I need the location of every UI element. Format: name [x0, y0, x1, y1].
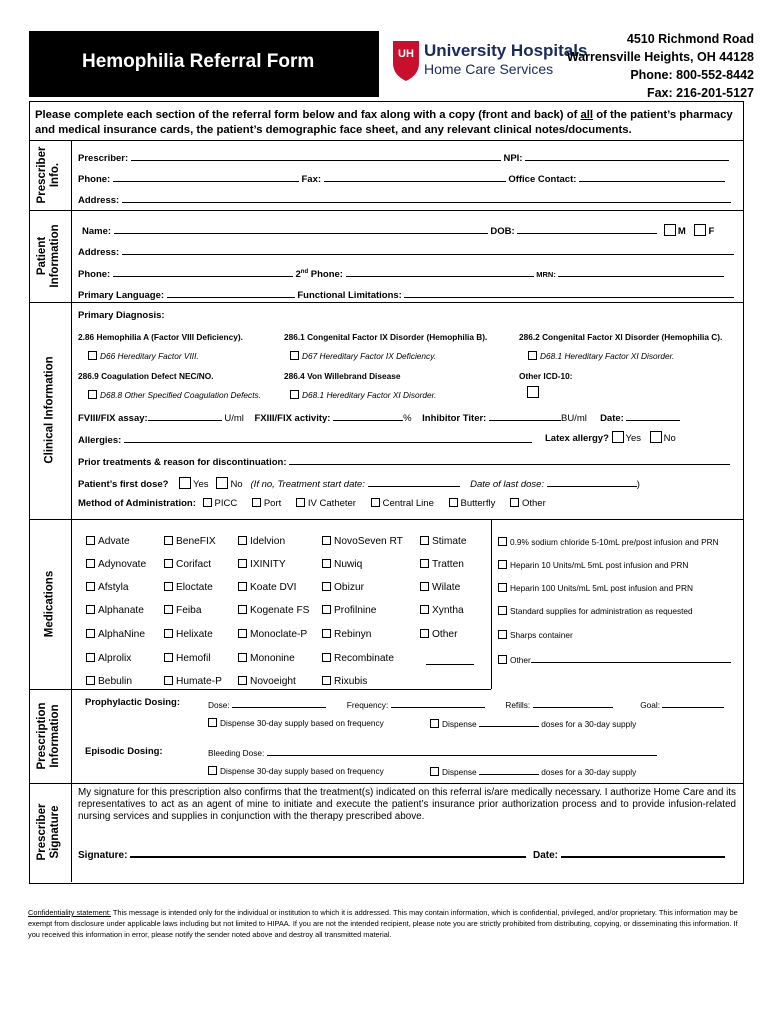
bleeding-dose-field[interactable]: [267, 746, 657, 756]
form-box: [29, 101, 744, 884]
prescriber-address-field[interactable]: [122, 191, 731, 203]
medication-other: Other: [420, 629, 457, 640]
code-d67: D67 Hereditary Factor IX Deficiency.: [290, 351, 436, 361]
uh-logo-icon: [391, 39, 421, 88]
patient-address-row: Address:: [78, 243, 734, 258]
signature-row: Signature:: [78, 845, 526, 861]
medication-idelvion-checkbox[interactable]: [238, 536, 247, 545]
supply-checkbox[interactable]: [498, 560, 507, 569]
dx-hemophilia-a: 2.86 Hemophilia A (Factor VIII Deficiency).: [78, 332, 243, 342]
medication-rixubis-checkbox[interactable]: [322, 676, 331, 685]
epi-dispense-checkbox[interactable]: [430, 767, 439, 776]
first-dose-no-checkbox[interactable]: [216, 477, 228, 489]
supply-item: Heparin 10 Units/mL 5mL post infusion and PRN: [498, 560, 688, 570]
prescription-top-line: [71, 689, 491, 690]
latex-yes-checkbox[interactable]: [612, 431, 624, 443]
fax-line: Fax: 216-201-5127: [646, 86, 754, 100]
picc-checkbox[interactable]: [203, 498, 212, 507]
prescription-info-label: Prescription Information: [36, 702, 61, 770]
office-contact-field[interactable]: [579, 170, 725, 182]
supply-checkbox[interactable]: [498, 630, 507, 639]
latex-row: Latex allergy? Yes No: [545, 433, 676, 444]
supply-item: 0.9% sodium chloride 5-10mL pre/post infusion and PRN: [498, 537, 719, 547]
medication-novoeight-checkbox[interactable]: [238, 676, 247, 685]
dose-row: Dose: Frequency: Refills: Goal:: [208, 698, 724, 710]
code-d66: D66 Hereditary Factor VIII.: [88, 351, 199, 361]
central-line-checkbox[interactable]: [371, 498, 380, 507]
medication-ixinity-checkbox[interactable]: [238, 559, 247, 568]
patient-name-row: Name: DOB: M F: [82, 222, 714, 237]
frequency-field[interactable]: [391, 698, 485, 708]
proph-dispense-freq: Dispense 30-day supply based on frequency: [208, 718, 384, 728]
assay-row: FVIII/FIX assay: U/ml FXIII/FIX activity: % Inhibitor Titer: BU/ml Date:: [78, 409, 680, 424]
iv-catheter-checkbox[interactable]: [296, 498, 305, 507]
female-checkbox[interactable]: [694, 224, 706, 236]
medication-rebinyn-checkbox[interactable]: [322, 629, 331, 638]
medication-obizur: Obizur: [322, 582, 364, 593]
signature-statement: My signature for this prescription also confirms that the treatment(s) indicated on this referral is/are medically necessary. I authorize Home Care and its representatives to act as an agent of mine to initiate and execute the patient’s insurance prior authorization process and to provide infusion-related nursing services and supplies in conjunction with the therapy prescribed above.: [78, 787, 736, 822]
last-dose-field[interactable]: [547, 475, 637, 487]
medication-bebulin-checkbox[interactable]: [86, 676, 95, 685]
d67-checkbox[interactable]: [290, 351, 299, 360]
address-block: [567, 30, 754, 102]
method-row: Method of Administration: PICC Port IV Catheter Central Line Butterfly Other: [78, 498, 546, 509]
dose-field[interactable]: [232, 698, 326, 708]
medication-nuwiq: Nuwiq: [322, 559, 362, 570]
other-method-checkbox[interactable]: [510, 498, 519, 507]
medications-label: Medications: [43, 570, 56, 638]
other-supply-field[interactable]: [531, 654, 731, 663]
prescriber-info-label: Prescriber Info.: [36, 146, 61, 204]
medication-novoseven-rt: NovoSeven RT: [322, 536, 403, 547]
medication-rixubis: Rixubis: [322, 676, 367, 687]
episodic-label: Episodic Dosing:: [85, 746, 163, 757]
medication-humate-p: Humate-P: [164, 676, 222, 687]
proph-dispense-checkbox[interactable]: [430, 719, 439, 728]
limitations-field[interactable]: [404, 286, 734, 298]
medication-tratten-checkbox[interactable]: [420, 559, 429, 568]
prior-treatments-row: Prior treatments & reason for discontinuation:: [78, 453, 730, 468]
assay-date-field[interactable]: [626, 409, 680, 421]
medication-wilate-checkbox[interactable]: [420, 582, 429, 591]
medication-stimate-checkbox[interactable]: [420, 536, 429, 545]
medication-feiba-checkbox[interactable]: [164, 605, 173, 614]
supply-checkbox[interactable]: [498, 606, 507, 615]
medication-obizur-checkbox[interactable]: [322, 582, 331, 591]
d688-checkbox[interactable]: [88, 390, 97, 399]
other-medication-line[interactable]: [426, 664, 474, 665]
code-d681-b: D68.1 Hereditary Factor XI Disorder.: [290, 390, 436, 400]
fviii-field[interactable]: [148, 409, 222, 421]
medication-recombinate: Recombinate: [322, 653, 394, 664]
patient-info-label: Patient Information: [36, 224, 61, 288]
prescriber-phone-field[interactable]: [113, 170, 299, 182]
medication-koate-dvi-checkbox[interactable]: [238, 582, 247, 591]
logo-mark: UH: [398, 48, 414, 60]
butterfly-checkbox[interactable]: [449, 498, 458, 507]
medication-feiba: Feiba: [164, 605, 201, 616]
code-d688: D68.8 Other Specified Coagulation Defects.: [88, 390, 261, 400]
medication-idelvion: Idelvion: [238, 536, 285, 547]
supply-item: Standard supplies for administration as requested: [498, 606, 693, 616]
medication-helixate: Helixate: [164, 629, 213, 640]
clinical-info-label: Clinical Information: [43, 356, 56, 464]
instructions: Please complete each section of the referral form below and fax along with a copy (front and back) of all of the patient’s pharmacy and medical insurance cards, the patient’s demographic face sheet, and any relevant clinical notes/documents.: [35, 109, 733, 136]
medication-mononine-checkbox[interactable]: [238, 653, 247, 662]
prophylactic-label: Prophylactic Dosing:: [85, 697, 181, 708]
medication-humate-p-checkbox[interactable]: [164, 676, 173, 685]
code-d681: D68.1 Hereditary Factor XI Disorder.: [528, 351, 674, 361]
medication-alphanate: Alphanate: [86, 605, 144, 616]
medication-novoeight: Novoeight: [238, 676, 296, 687]
dob-field[interactable]: [517, 222, 657, 234]
dx-hemophilia-b: 286.1 Congenital Factor IX Disorder (Hemophilia B).: [284, 332, 488, 342]
address-line2: Warrensville Heights, OH 44128: [566, 50, 754, 64]
medication-eloctate-checkbox[interactable]: [164, 582, 173, 591]
medication-rebinyn: Rebinyn: [322, 629, 371, 640]
other-icd-checkbox[interactable]: [527, 386, 539, 398]
medication-afstyla: Afstyla: [86, 582, 129, 593]
medication-profilnine: Profilnine: [322, 605, 376, 616]
supply-checkbox[interactable]: [498, 537, 507, 546]
medication-advate-checkbox[interactable]: [86, 536, 95, 545]
allergies-row: Allergies:: [78, 431, 532, 446]
org-name: University Hospitals: [424, 41, 588, 60]
prescriber-phone-row: Phone: Fax: Office Contact:: [78, 170, 725, 185]
dx-coagulation: 286.9 Coagulation Defect NEC/NO.: [78, 371, 214, 381]
medication-alprolix: Alprolix: [86, 653, 131, 664]
medication-adynovate: Adynovate: [86, 559, 146, 570]
phone-line: Phone: 800-552-8442: [630, 68, 754, 82]
d681-checkbox[interactable]: [528, 351, 537, 360]
proph-dispense-doses: Dispense doses for a 30-day supply: [430, 718, 636, 729]
medications-divider: [491, 519, 492, 689]
port-checkbox[interactable]: [252, 498, 261, 507]
medication-corifact-checkbox[interactable]: [164, 559, 173, 568]
d66-checkbox[interactable]: [88, 351, 97, 360]
medication-hemofil-checkbox[interactable]: [164, 653, 173, 662]
medication-xyntha-checkbox[interactable]: [420, 605, 429, 614]
patient-address-field[interactable]: [122, 243, 734, 255]
medication-kogenate-fs: Kogenate FS: [238, 605, 309, 616]
allergies-field[interactable]: [124, 431, 532, 443]
signature-date-field[interactable]: [561, 845, 725, 858]
supply-checkbox[interactable]: [498, 655, 507, 664]
npi-field[interactable]: [525, 149, 729, 161]
patient-phone2-field[interactable]: [346, 265, 534, 277]
signature-field[interactable]: [130, 845, 526, 858]
medication-stimate: Stimate: [420, 536, 467, 547]
medication-corifact: Corifact: [164, 559, 211, 570]
form-title-banner: [29, 31, 379, 97]
signature-date-row: Date:: [533, 845, 725, 861]
medication-alphanine-checkbox[interactable]: [86, 629, 95, 638]
proph-dispense-freq-checkbox[interactable]: [208, 718, 217, 727]
medication-adynovate-checkbox[interactable]: [86, 559, 95, 568]
prescriber-signature-label: Prescriber Signature: [36, 803, 61, 861]
medication-wilate: Wilate: [420, 582, 460, 593]
medication-koate-dvi: Koate DVI: [238, 582, 296, 593]
medication-mononine: Mononine: [238, 653, 295, 664]
medication-benefix: BeneFIX: [164, 536, 216, 547]
other-icd-label: Other ICD-10:: [519, 371, 573, 381]
medication-eloctate: Eloctate: [164, 582, 213, 593]
mrn-field[interactable]: [558, 265, 724, 277]
medication-monoclate-p: Monoclate-P: [238, 629, 307, 640]
latex-no-checkbox[interactable]: [650, 431, 662, 443]
medication-advate: Advate: [86, 536, 130, 547]
d681b-checkbox[interactable]: [290, 390, 299, 399]
medication-afstyla-checkbox[interactable]: [86, 582, 95, 591]
male-checkbox[interactable]: [664, 224, 676, 236]
goal-field[interactable]: [662, 698, 724, 708]
start-date-field[interactable]: [368, 475, 460, 487]
medication-xyntha: Xyntha: [420, 605, 464, 616]
medication-ixinity: IXINITY: [238, 559, 286, 570]
epi-dispense-freq-checkbox[interactable]: [208, 766, 217, 775]
medication-kogenate-fs-checkbox[interactable]: [238, 605, 247, 614]
epi-dispense-doses: Dispense doses for a 30-day supply: [430, 766, 636, 777]
medication-alphanate-checkbox[interactable]: [86, 605, 95, 614]
prior-treatments-field[interactable]: [289, 453, 730, 465]
patient-language-row: Primary Language: Functional Limitations:: [78, 286, 734, 301]
proph-doses-field[interactable]: [479, 718, 539, 727]
primary-diagnosis-label: Primary Diagnosis:: [78, 310, 165, 321]
fxiii-field[interactable]: [333, 409, 403, 421]
patient-phone-row: Phone: 2nd Phone: MRN:: [78, 265, 724, 280]
address-line1: 4510 Richmond Road: [626, 32, 754, 46]
epi-dispense-freq: Dispense 30-day supply based on frequency: [208, 766, 384, 776]
supply-item: Sharps container: [498, 630, 573, 640]
medication-other-checkbox[interactable]: [420, 629, 429, 638]
first-dose-yes-checkbox[interactable]: [179, 477, 191, 489]
prescriber-fax-field[interactable]: [324, 170, 506, 182]
medication-tratten: Tratten: [420, 559, 464, 570]
prescriber-field[interactable]: [131, 149, 501, 161]
dx-hemophilia-c: 286.2 Congenital Factor XI Disorder (Hemophilia C).: [519, 332, 723, 342]
dx-von-willebrand: 286.4 Von Willebrand Disease: [284, 371, 401, 381]
section-label-divider: [71, 140, 72, 882]
bleeding-dose-row: Bleeding Dose:: [208, 746, 657, 758]
supply-item: Other: [498, 654, 731, 665]
language-field[interactable]: [167, 286, 295, 298]
medication-monoclate-p-checkbox[interactable]: [238, 629, 247, 638]
medication-nuwiq-checkbox[interactable]: [322, 559, 331, 568]
org-sub: Home Care Services: [424, 61, 554, 77]
epi-doses-field[interactable]: [479, 766, 539, 775]
refills-field[interactable]: [533, 698, 613, 708]
prescriber-address-row: Address:: [78, 191, 731, 206]
patient-name-field[interactable]: [114, 222, 488, 234]
medication-novoseven-rt-checkbox[interactable]: [322, 536, 331, 545]
medication-alphanine: AlphaNine: [86, 629, 145, 640]
form-title: Hemophilia Referral Form: [82, 51, 315, 72]
medication-benefix-checkbox[interactable]: [164, 536, 173, 545]
supply-item: Heparin 100 Units/mL 5mL post infusion and PRN: [498, 583, 693, 593]
prescriber-row: Prescriber: NPI:: [78, 149, 729, 164]
medication-hemofil: Hemofil: [164, 653, 211, 664]
medication-profilnine-checkbox[interactable]: [322, 605, 331, 614]
patient-phone-field[interactable]: [113, 265, 293, 277]
inhibitor-field[interactable]: [489, 409, 561, 421]
first-dose-row: Patient’s first dose? Yes No (If no, Treatment start date: Date of last dose: ): [78, 475, 640, 490]
medication-recombinate-checkbox[interactable]: [322, 653, 331, 662]
medication-bebulin: Bebulin: [86, 676, 132, 687]
medication-alprolix-checkbox[interactable]: [86, 653, 95, 662]
supply-checkbox[interactable]: [498, 583, 507, 592]
medication-helixate-checkbox[interactable]: [164, 629, 173, 638]
confidentiality-statement: Confidentiality statement: This message is intended only for the individual or institution to which it is addressed. This may contain information, which is confidential, privileged, and/or proprietary. This information may be exempt from disclosure under applicable laws including but not limited to HIPAA. If you are not the intended recipient, please note you are strictly prohibited from distributing, copying, or disseminating this information. If you received this information in error, please notify the sender noted above and destroy all transmitted material.: [28, 908, 738, 939]
